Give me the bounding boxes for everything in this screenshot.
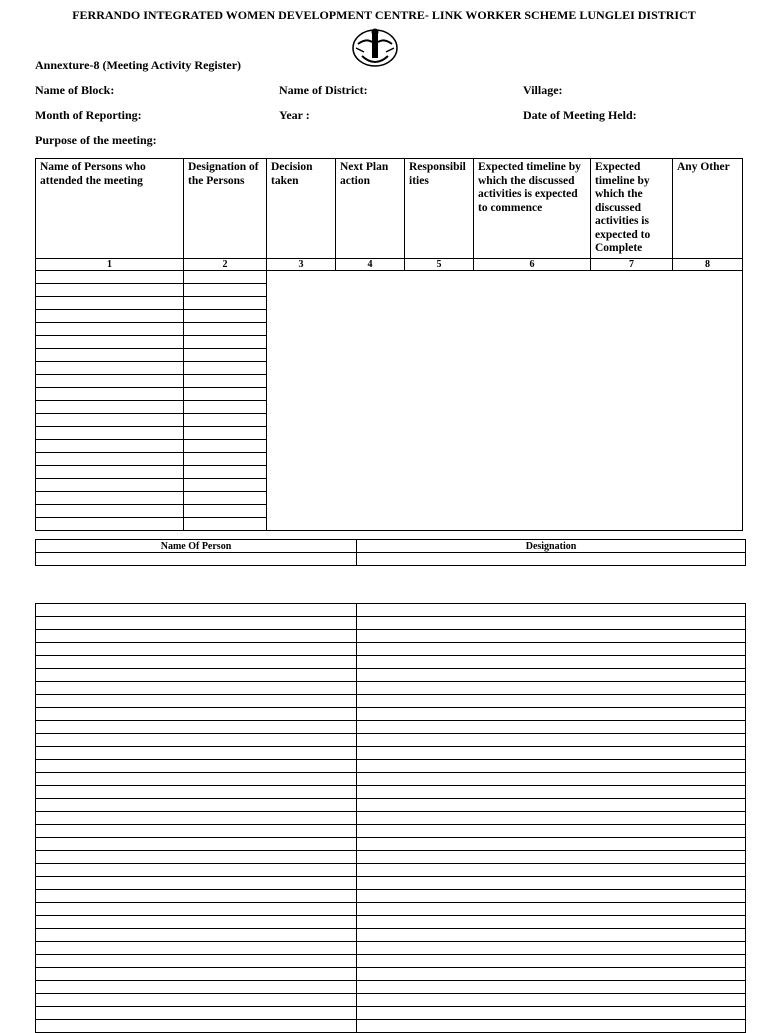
person-name-cell[interactable] bbox=[36, 604, 357, 617]
register-column-header-5: Responsibil ities bbox=[405, 159, 474, 259]
person-name-cell[interactable] bbox=[36, 981, 357, 994]
meeting-details-area[interactable] bbox=[267, 271, 743, 531]
person-name-cell[interactable] bbox=[36, 955, 357, 968]
attendee-name-cell[interactable] bbox=[36, 401, 184, 414]
table-row bbox=[36, 1020, 746, 1033]
table-row bbox=[36, 721, 746, 734]
attendee-designation-cell[interactable] bbox=[184, 427, 267, 440]
person-name-cell[interactable] bbox=[36, 799, 357, 812]
table-row bbox=[36, 643, 746, 656]
person-designation-cell[interactable] bbox=[357, 942, 746, 955]
table-row bbox=[36, 553, 746, 566]
meeting-date-label: Date of Meeting Held: bbox=[523, 108, 637, 122]
attendee-name-cell[interactable] bbox=[36, 505, 184, 518]
table-row bbox=[36, 669, 746, 682]
person-name-cell[interactable] bbox=[36, 968, 357, 981]
attendee-name-cell[interactable] bbox=[36, 323, 184, 336]
table-row bbox=[36, 604, 746, 617]
table-row bbox=[36, 1007, 746, 1020]
person-designation-cell[interactable] bbox=[357, 604, 746, 617]
table-row bbox=[36, 708, 746, 721]
person-designation-cell[interactable] bbox=[357, 968, 746, 981]
person-name-cell[interactable] bbox=[36, 695, 357, 708]
person-name-cell[interactable] bbox=[36, 812, 357, 825]
register-column-number-6: 6 bbox=[474, 259, 591, 271]
person-name-cell[interactable] bbox=[36, 708, 357, 721]
person-name-cell[interactable] bbox=[36, 864, 357, 877]
person-name-cell[interactable] bbox=[36, 916, 357, 929]
person-name-cell[interactable] bbox=[36, 929, 357, 942]
person-designation-cell[interactable] bbox=[357, 838, 746, 851]
table-row bbox=[36, 734, 746, 747]
meeting-purpose-label: Purpose of the meeting: bbox=[35, 133, 157, 147]
table-row bbox=[36, 955, 746, 968]
person-name-cell[interactable] bbox=[36, 838, 357, 851]
person-name-cell[interactable] bbox=[36, 825, 357, 838]
attendee-name-cell[interactable] bbox=[36, 375, 184, 388]
attendee-designation-cell[interactable] bbox=[184, 466, 267, 479]
person-name-cell[interactable] bbox=[36, 773, 357, 786]
table-row bbox=[36, 695, 746, 708]
attendee-designation-cell[interactable] bbox=[184, 375, 267, 388]
person-name-cell[interactable] bbox=[36, 786, 357, 799]
table-row bbox=[36, 825, 746, 838]
district-name-label: Name of District: bbox=[279, 83, 368, 97]
register-column-number-7: 7 bbox=[591, 259, 673, 271]
register-column-number-row bbox=[36, 259, 743, 271]
designation-header: Designation bbox=[357, 540, 746, 553]
attendee-name-cell[interactable] bbox=[36, 297, 184, 310]
register-header-row bbox=[36, 159, 743, 259]
person-designation-cell[interactable] bbox=[357, 812, 746, 825]
person-designation-cell[interactable] bbox=[357, 981, 746, 994]
attendee-designation-cell[interactable] bbox=[184, 349, 267, 362]
person-name-cell[interactable] bbox=[36, 669, 357, 682]
person-designation-cell[interactable] bbox=[357, 786, 746, 799]
emblem-seal-icon bbox=[350, 26, 400, 70]
person-designation-cell[interactable] bbox=[357, 747, 746, 760]
person-designation-cell[interactable] bbox=[357, 877, 746, 890]
person-name-cell[interactable] bbox=[36, 682, 357, 695]
attendee-designation-cell[interactable] bbox=[184, 297, 267, 310]
person-designation-cell[interactable] bbox=[357, 760, 746, 773]
person-designation-cell[interactable] bbox=[357, 773, 746, 786]
table-row bbox=[36, 916, 746, 929]
person-designation-cell[interactable] bbox=[357, 721, 746, 734]
attendee-name-cell[interactable] bbox=[36, 388, 184, 401]
block-name-label: Name of Block: bbox=[35, 83, 115, 97]
attendee-name-cell[interactable] bbox=[36, 466, 184, 479]
table-row bbox=[36, 864, 746, 877]
page-title: FERRANDO INTEGRATED WOMEN DEVELOPMENT CENTRE- LINK WORKER SCHEME LUNGLEI DISTRICT bbox=[72, 8, 696, 22]
person-name-cell[interactable] bbox=[36, 890, 357, 903]
table-row bbox=[36, 942, 746, 955]
person-designation-cell[interactable] bbox=[357, 903, 746, 916]
attendee-name-cell[interactable] bbox=[36, 336, 184, 349]
attendee-designation-cell[interactable] bbox=[184, 492, 267, 505]
person-name-cell[interactable] bbox=[36, 942, 357, 955]
person-name-cell[interactable] bbox=[36, 721, 357, 734]
person-name-cell[interactable] bbox=[36, 1020, 357, 1033]
person-name-cell[interactable] bbox=[36, 877, 357, 890]
attendee-name-cell[interactable] bbox=[36, 271, 184, 284]
table-row bbox=[36, 877, 746, 890]
table-row bbox=[36, 630, 746, 643]
table-row bbox=[36, 682, 746, 695]
attendee-designation-cell[interactable] bbox=[184, 479, 267, 492]
person-name-cell[interactable] bbox=[36, 747, 357, 760]
village-label: Village: bbox=[523, 83, 563, 97]
table-row bbox=[36, 656, 746, 669]
person-designation-cell[interactable] bbox=[357, 864, 746, 877]
signature-table bbox=[35, 539, 746, 566]
attendee-designation-cell[interactable] bbox=[184, 414, 267, 427]
person-name-cell[interactable] bbox=[36, 643, 357, 656]
person-name-cell[interactable] bbox=[36, 734, 357, 747]
person-name-cell[interactable] bbox=[36, 994, 357, 1007]
attendee-name-cell[interactable] bbox=[36, 349, 184, 362]
person-designation-cell[interactable] bbox=[357, 643, 746, 656]
attendee-name-cell[interactable] bbox=[36, 310, 184, 323]
table-row bbox=[36, 799, 746, 812]
person-designation-cell[interactable] bbox=[357, 695, 746, 708]
attendee-name-cell[interactable] bbox=[36, 453, 184, 466]
person-name-cell[interactable] bbox=[36, 760, 357, 773]
person-designation-cell[interactable] bbox=[357, 708, 746, 721]
attendee-designation-cell[interactable] bbox=[184, 271, 267, 284]
person-designation-cell[interactable] bbox=[357, 825, 746, 838]
person-designation-cell[interactable] bbox=[357, 669, 746, 682]
attendee-name-cell[interactable] bbox=[36, 284, 184, 297]
attendee-designation-cell[interactable] bbox=[184, 453, 267, 466]
attendee-designation-cell[interactable] bbox=[184, 362, 267, 375]
table-row bbox=[36, 929, 746, 942]
table-row bbox=[36, 786, 746, 799]
attendee-designation-cell[interactable] bbox=[184, 284, 267, 297]
table-row bbox=[36, 851, 746, 864]
register-column-header-7: Expected timeline by which the discussed activities is expected to Complete bbox=[591, 159, 673, 259]
table-row bbox=[36, 773, 746, 786]
register-column-number-2: 2 bbox=[184, 259, 267, 271]
register-column-header-4: Next Plan action bbox=[336, 159, 405, 259]
person-name-cell[interactable] bbox=[36, 617, 357, 630]
person-name-cell[interactable] bbox=[36, 656, 357, 669]
register-column-header-2: Designation of the Persons bbox=[184, 159, 267, 259]
person-designation-cell[interactable] bbox=[357, 682, 746, 695]
register-column-number-1: 1 bbox=[36, 259, 184, 271]
person-designation-cell[interactable] bbox=[357, 630, 746, 643]
attendee-list-table bbox=[35, 603, 746, 1033]
person-designation-cell[interactable] bbox=[357, 1007, 746, 1020]
person-designation-cell[interactable] bbox=[357, 734, 746, 747]
register-column-number-8: 8 bbox=[673, 259, 743, 271]
table-row bbox=[36, 890, 746, 903]
attendee-designation-cell[interactable] bbox=[184, 518, 267, 531]
person-designation-cell[interactable] bbox=[357, 851, 746, 864]
register-column-number-4: 4 bbox=[336, 259, 405, 271]
table-row bbox=[36, 903, 746, 916]
annexure-label: Annexture-8 (Meeting Activity Register) bbox=[35, 58, 242, 72]
table-row bbox=[36, 838, 746, 851]
reporting-month-label: Month of Reporting: bbox=[35, 108, 142, 122]
person-designation-cell[interactable] bbox=[357, 916, 746, 929]
attendee-designation-cell[interactable] bbox=[184, 323, 267, 336]
person-name-cell[interactable] bbox=[36, 903, 357, 916]
attendee-designation-cell[interactable] bbox=[184, 505, 267, 518]
register-column-header-8: Any Other bbox=[673, 159, 743, 259]
table-row bbox=[36, 981, 746, 994]
register-column-number-5: 5 bbox=[405, 259, 474, 271]
register-column-header-3: Decision taken bbox=[267, 159, 336, 259]
register-column-number-3: 3 bbox=[267, 259, 336, 271]
attendee-designation-cell[interactable] bbox=[184, 440, 267, 453]
person-name-cell[interactable] bbox=[36, 1007, 357, 1020]
attendee-name-cell[interactable] bbox=[36, 440, 184, 453]
person-designation-cell[interactable] bbox=[357, 1020, 746, 1033]
person-designation-cell[interactable] bbox=[357, 994, 746, 1007]
attendee-designation-cell[interactable] bbox=[184, 336, 267, 349]
attendee-designation-cell[interactable] bbox=[184, 401, 267, 414]
person-designation-cell[interactable] bbox=[357, 553, 746, 566]
person-name-cell[interactable] bbox=[36, 630, 357, 643]
attendee-name-cell[interactable] bbox=[36, 492, 184, 505]
table-row bbox=[36, 968, 746, 981]
person-name-cell[interactable] bbox=[36, 851, 357, 864]
table-row bbox=[36, 271, 743, 284]
register-column-header-6: Expected timeline by which the discussed activities is expected to commence bbox=[474, 159, 591, 259]
attendee-designation-cell[interactable] bbox=[184, 388, 267, 401]
table-row bbox=[36, 617, 746, 630]
attendee-designation-cell[interactable] bbox=[184, 310, 267, 323]
attendee-name-cell[interactable] bbox=[36, 362, 184, 375]
table-row bbox=[36, 994, 746, 1007]
person-designation-cell[interactable] bbox=[357, 929, 746, 942]
person-designation-cell[interactable] bbox=[357, 617, 746, 630]
name-of-person-header: Name Of Person bbox=[36, 540, 357, 553]
table-row bbox=[36, 747, 746, 760]
year-label: Year : bbox=[279, 108, 310, 122]
attendee-name-cell[interactable] bbox=[36, 479, 184, 492]
person-designation-cell[interactable] bbox=[357, 799, 746, 812]
table-row bbox=[36, 812, 746, 825]
person-designation-cell[interactable] bbox=[357, 955, 746, 968]
attendee-name-cell[interactable] bbox=[36, 518, 184, 531]
meeting-register-table bbox=[35, 158, 743, 531]
person-designation-cell[interactable] bbox=[357, 890, 746, 903]
table-row bbox=[36, 760, 746, 773]
attendee-name-cell[interactable] bbox=[36, 427, 184, 440]
person-designation-cell[interactable] bbox=[357, 656, 746, 669]
register-column-header-1: Name of Persons who attended the meeting bbox=[36, 159, 184, 259]
person-name-cell[interactable] bbox=[36, 553, 357, 566]
attendee-name-cell[interactable] bbox=[36, 414, 184, 427]
